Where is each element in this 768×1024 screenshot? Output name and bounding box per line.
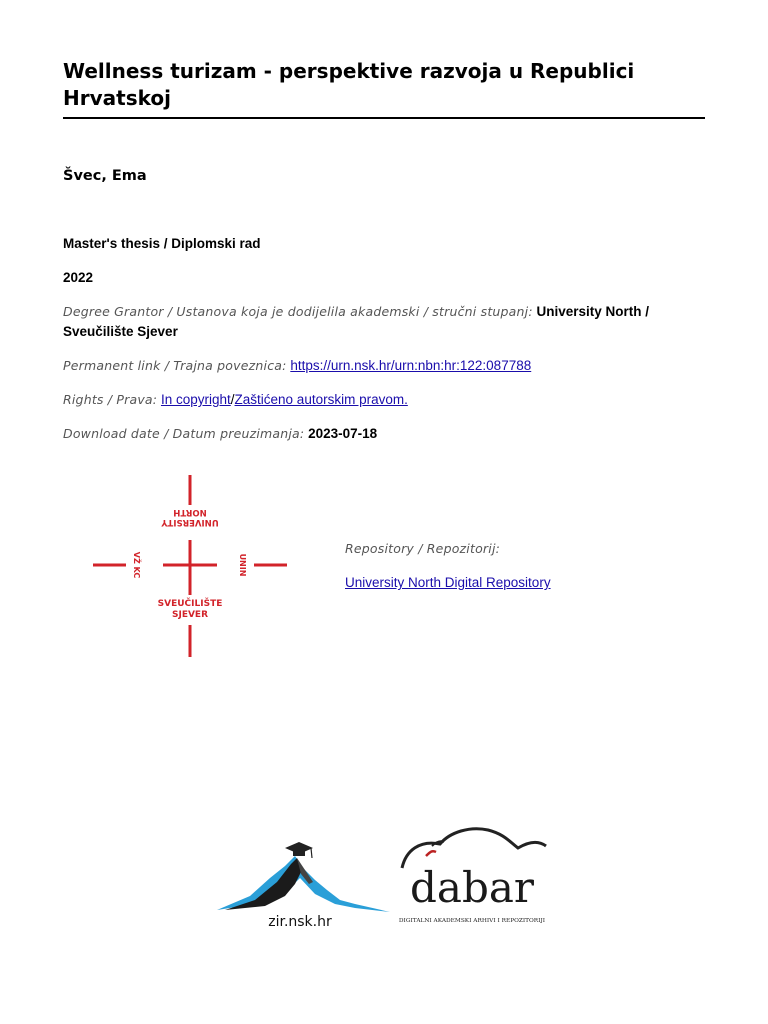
- beaver-accent: [426, 851, 436, 856]
- logo-bar-left: [93, 564, 126, 567]
- download-date-value: 2023-07-18: [308, 426, 378, 441]
- rights-separator: /: [230, 392, 235, 407]
- title-divider: [63, 117, 705, 119]
- permanent-link: [63, 356, 531, 376]
- rights: [63, 390, 408, 410]
- logo-text-sjever: SJEVER: [171, 610, 209, 620]
- rights-link-zasticeno[interactable]: Zaštićeno autorskim pravom.: [234, 392, 408, 407]
- author: Švec, Ema: [63, 168, 147, 184]
- rights-link-in-copyright[interactable]: In copyright: [160, 392, 231, 407]
- university-north-logo: [90, 470, 290, 660]
- degree-grantor-label: Degree Grantor / Ustanova koja je dodijelila akademski / stručni stupanj:: [63, 304, 533, 319]
- permanent-link-label: Permanent link / Trajna poveznica:: [63, 358, 287, 373]
- logo-bar-center-h: [163, 564, 217, 567]
- rights-label: Rights / Prava:: [63, 392, 158, 407]
- logo-text-north: NORTH: [173, 507, 207, 517]
- logo-bar-center-v: [189, 540, 192, 595]
- zir-logo: [215, 838, 395, 933]
- document-title: Wellness turizam - perspektive razvoja u Republici Hrvatskoj: [63, 59, 635, 110]
- repository-link[interactable]: University North Digital Repository: [345, 575, 551, 590]
- download-date: [63, 424, 377, 444]
- thesis-type: Master's thesis / Diplomski rad: [63, 236, 261, 251]
- logo-text-vzkc: VŽ KC: [132, 551, 141, 579]
- graduation-cap-icon: [285, 842, 313, 858]
- zir-text: zir.nsk.hr: [268, 914, 332, 930]
- logo-text-university: UNIVERSITY: [161, 517, 219, 527]
- repository-label: Repository / Repozitorij:: [345, 541, 501, 556]
- dabar-logo: [392, 820, 552, 930]
- degree-grantor-value: University North / Sveučilište Sjever: [63, 304, 650, 339]
- logo-bar-top: [189, 475, 192, 505]
- logo-text-sveuciliste: SVEUČILIŠTE: [157, 599, 223, 609]
- logo-bar-right: [254, 564, 287, 567]
- degree-grantor: [63, 302, 683, 342]
- download-date-label: Download date / Datum preuzimanja:: [63, 426, 305, 441]
- mountain-blue: [217, 856, 390, 912]
- dabar-text: dabar: [410, 863, 534, 912]
- logo-text-unin: UNIN: [238, 553, 247, 577]
- permanent-link-url[interactable]: https://urn.nsk.hr/urn:nbn:hr:122:087788: [290, 358, 532, 373]
- logo-bar-bottom: [189, 625, 192, 657]
- year: 2022: [63, 270, 94, 285]
- dabar-subtext: DIGITALNI AKADEMSKI ARHIVI I REPOZITORIJI: [398, 918, 546, 924]
